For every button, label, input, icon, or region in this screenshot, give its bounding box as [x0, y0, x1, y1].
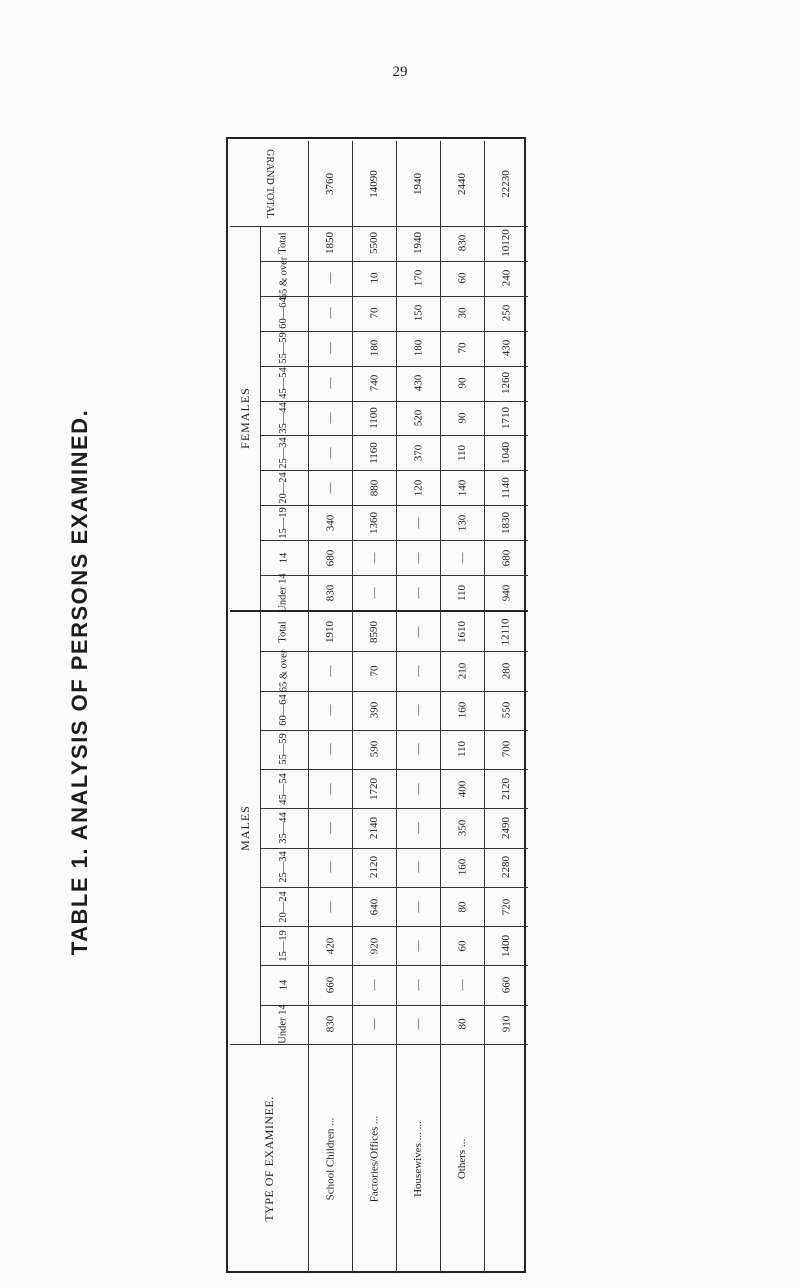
table-cell: [352, 612, 396, 651]
table-cell-text: 280: [500, 662, 512, 680]
age-header: [260, 470, 308, 505]
grand-total-value-text: 22230: [500, 169, 512, 198]
table-cell: [484, 965, 528, 1004]
table-cell: [308, 730, 352, 769]
row-type-label-text: Others ...: [455, 1138, 468, 1179]
table-cell-text: 80: [456, 901, 468, 913]
row-type-label: [440, 1044, 484, 1273]
age-header-text: 65 & over: [277, 649, 289, 693]
table-cell-text: 10: [368, 272, 380, 284]
table-cell-text: —: [324, 307, 336, 319]
table-cell-text: 640: [368, 898, 380, 915]
table-cell-text: 430: [412, 374, 424, 392]
table-cell-text: —: [456, 552, 468, 564]
table-cell: [396, 261, 440, 296]
age-header: [260, 848, 308, 887]
age-header: [260, 887, 308, 926]
table-cell: [352, 505, 396, 540]
table-cell: [484, 926, 528, 965]
table-cell-text: 430: [500, 339, 512, 357]
table-cell: [396, 575, 440, 610]
table-cell: [440, 366, 484, 401]
table-cell: [352, 540, 396, 575]
grand-total-value: [484, 141, 528, 226]
table-cell-text: 680: [500, 549, 512, 566]
table-cell-text: —: [412, 517, 424, 529]
table-cell-text: 170: [412, 270, 424, 287]
table-cell-text: 1940: [412, 232, 424, 255]
age-header-text: Total: [278, 232, 289, 255]
table-cell: [484, 1005, 528, 1044]
table-cell: [440, 226, 484, 261]
grand-total-header-text: GRAND TOTAL: [263, 148, 275, 219]
table-cell-text: —: [412, 940, 424, 952]
age-header-text: 15—19: [278, 930, 289, 962]
table-cell: [440, 730, 484, 769]
table-cell: [484, 612, 528, 651]
table-cell-text: 700: [500, 741, 512, 758]
age-header-text: 35—44: [278, 812, 289, 844]
table-cell: [352, 965, 396, 1004]
table-cell: [484, 435, 528, 470]
table-cell: [484, 848, 528, 887]
table-cell: [396, 1005, 440, 1044]
table-cell-text: 90: [456, 412, 468, 424]
table-cell-text: —: [324, 342, 336, 354]
group-males: [230, 612, 260, 1044]
table-cell: [396, 612, 440, 651]
age-header-text: 14: [278, 979, 289, 991]
table-cell: [484, 575, 528, 610]
table-cell: [352, 926, 396, 965]
table-cell: [396, 470, 440, 505]
table-cell-text: 160: [456, 859, 468, 876]
table-cell-text: 2120: [500, 777, 512, 800]
age-header: [260, 296, 308, 331]
table-cell-text: —: [324, 783, 336, 795]
table-cell-text: —: [368, 552, 380, 564]
table-cell-text: —: [324, 861, 336, 873]
table-cell-text: —: [412, 1018, 424, 1030]
table-cell: [396, 331, 440, 366]
table-cell-text: 1910: [324, 620, 336, 643]
table-cell-text: —: [324, 482, 336, 494]
table-cell: [484, 470, 528, 505]
row-type-label: [308, 1044, 352, 1273]
table-cell: [440, 612, 484, 651]
table-cell: [352, 651, 396, 690]
table-cell: [308, 366, 352, 401]
table-cell-text: 1830: [500, 511, 512, 534]
table-cell: [308, 651, 352, 690]
table-cell-text: 940: [500, 584, 512, 601]
table-cell: [352, 808, 396, 847]
age-header-text: 60—64: [278, 297, 289, 330]
table-cell: [396, 435, 440, 470]
table-cell-text: 880: [368, 479, 380, 497]
table-cell: [308, 926, 352, 965]
table-cell-text: 2120: [368, 856, 380, 879]
table-cell-text: 2140: [368, 816, 380, 839]
table-cell-text: 1850: [324, 232, 336, 255]
table-cell: [308, 612, 352, 651]
table-cell-text: —: [412, 704, 424, 716]
table-cell: [308, 296, 352, 331]
age-header-text: 14: [278, 552, 289, 563]
table-cell: [308, 331, 352, 366]
table-cell-text: —: [324, 901, 336, 913]
table-cell-text: 10120: [500, 229, 512, 258]
table-cell: [352, 470, 396, 505]
table-cell: [484, 296, 528, 331]
table-cell-text: 680: [324, 549, 336, 566]
table-cell-text: 1160: [368, 442, 380, 464]
table-title: TABLE 1. ANALYSIS OF PERSONS EXAMINED.: [67, 408, 92, 956]
table-cell: [396, 691, 440, 730]
grand-total-value-text: 2440: [456, 172, 468, 195]
table-cell-text: 830: [456, 235, 468, 252]
table-cell-text: 8590: [368, 620, 380, 643]
table-cell-text: 660: [324, 976, 336, 994]
table-cell: [396, 540, 440, 575]
age-header-text: Under 14: [278, 572, 289, 613]
table-cell-text: —: [324, 447, 336, 459]
table-cell: [308, 769, 352, 808]
table-cell: [440, 435, 484, 470]
table-cell: [396, 887, 440, 926]
grand-total-value: [308, 141, 352, 226]
age-header: [260, 257, 308, 300]
table-cell: [308, 226, 352, 261]
table-cell: [484, 887, 528, 926]
table-cell-text: 70: [368, 307, 380, 319]
age-header: [260, 612, 308, 651]
table-cell: [352, 435, 396, 470]
table-cell: [308, 691, 352, 730]
table-cell-text: 60: [456, 272, 468, 284]
group-males-text: MALES: [238, 805, 253, 851]
table-cell-text: —: [412, 901, 424, 913]
table-cell: [396, 848, 440, 887]
table-cell-text: 660: [500, 976, 512, 994]
table-cell-text: 160: [456, 701, 468, 719]
table-cell-text: 70: [368, 665, 380, 677]
table-cell: [308, 965, 352, 1004]
table-cell-text: 1040: [500, 441, 512, 464]
table-cell-text: —: [412, 783, 424, 795]
age-header: [260, 505, 308, 540]
table-cell: [440, 691, 484, 730]
age-header-text: 60—64: [278, 694, 289, 726]
age-header-text: 20—24: [278, 890, 289, 923]
table-cell-text: —: [324, 743, 336, 755]
table-cell-text: 90: [456, 377, 468, 389]
table-cell: [308, 470, 352, 505]
table-cell: [308, 575, 352, 610]
table-cell: [396, 651, 440, 690]
table-cell: [440, 261, 484, 296]
table-cell-text: 12110: [500, 618, 512, 646]
table-cell: [396, 965, 440, 1004]
age-header: [260, 435, 308, 470]
table-cell: [308, 887, 352, 926]
table-cell-text: —: [412, 979, 424, 991]
table-cell: [308, 1005, 352, 1044]
table-cell: [352, 691, 396, 730]
table-cell: [352, 887, 396, 926]
table-cell-text: —: [412, 861, 424, 873]
table-cell: [484, 651, 528, 690]
table-cell: [352, 366, 396, 401]
table-cell-text: 1360: [368, 511, 380, 534]
table-cell-text: 110: [456, 584, 468, 601]
table-cell-text: —: [368, 587, 380, 599]
table-cell: [440, 769, 484, 808]
table-cell: [352, 296, 396, 331]
table-cell: [484, 366, 528, 401]
group-females: [230, 226, 260, 610]
age-header-text: 25—34: [278, 437, 289, 469]
table-cell-text: —: [412, 626, 424, 638]
table-cell: [352, 769, 396, 808]
age-header: [260, 691, 308, 730]
table-cell: [308, 540, 352, 575]
age-header-text: 25—34: [278, 851, 289, 883]
table-cell: [440, 296, 484, 331]
table-cell: [440, 848, 484, 887]
table-cell: [440, 575, 484, 610]
table-cell-text: —: [324, 272, 336, 284]
table-cell: [308, 808, 352, 847]
table-cell-text: 1610: [456, 620, 468, 643]
table-cell-text: 250: [500, 305, 512, 322]
table-cell: [308, 848, 352, 887]
age-header: [260, 366, 308, 401]
age-header-text: 35—44: [278, 402, 289, 434]
table-cell: [440, 540, 484, 575]
table-cell-text: 130: [456, 514, 468, 531]
table-cell: [440, 926, 484, 965]
table-cell-text: —: [456, 979, 468, 991]
table-cell-text: 830: [324, 1016, 336, 1033]
table-cell-text: 1140: [500, 477, 512, 499]
table-cell-text: 120: [412, 479, 424, 497]
table-cell-text: 180: [368, 339, 380, 357]
table-cell: [440, 401, 484, 436]
table-cell-text: 400: [456, 780, 468, 797]
table-cell-text: 550: [500, 701, 512, 719]
table-cell-text: 920: [368, 937, 380, 955]
table-cell: [484, 226, 528, 261]
table-cell-text: 910: [500, 1016, 512, 1033]
table-cell-text: —: [368, 1018, 380, 1030]
table-cell: [440, 651, 484, 690]
table-cell-text: 830: [324, 584, 336, 601]
grand-total-value: [396, 141, 440, 226]
table-cell: [352, 261, 396, 296]
table-cell-text: 340: [324, 514, 336, 531]
row-type-label: [396, 1044, 440, 1273]
table-cell: [484, 808, 528, 847]
table-cell: [308, 505, 352, 540]
table-cell-text: 1720: [368, 777, 380, 800]
grand-total-value-text: 14090: [368, 169, 380, 198]
page-number: 29: [392, 64, 408, 80]
table-cell: [484, 540, 528, 575]
table-cell: [484, 261, 528, 296]
table-cell-text: 210: [456, 662, 468, 680]
table-cell-text: —: [412, 743, 424, 755]
table-cell: [352, 575, 396, 610]
age-header-text: 55—59: [278, 733, 289, 766]
age-header: [260, 808, 308, 847]
row-type-label-text: Factories/Offices ...: [368, 1115, 380, 1202]
table-cell: [352, 730, 396, 769]
age-header: [260, 540, 308, 575]
table-cell-text: 1400: [500, 934, 512, 957]
table-cell-text: 590: [368, 741, 380, 758]
age-header: [260, 1005, 308, 1044]
table-cell: [484, 401, 528, 436]
table-cell-text: —: [368, 979, 380, 991]
age-header: [260, 730, 308, 769]
table-cell: [440, 808, 484, 847]
table-cell: [352, 331, 396, 366]
table-cell-text: 5500: [368, 232, 380, 255]
table-cell: [440, 1005, 484, 1044]
grand-total-header: [230, 141, 308, 226]
age-header: [260, 649, 308, 693]
age-header: [260, 331, 308, 366]
table-cell-text: 2280: [500, 856, 512, 879]
table-cell-text: 60: [456, 940, 468, 952]
table-cell: [396, 926, 440, 965]
table-cell: [396, 808, 440, 847]
age-header: [260, 572, 308, 613]
table-cell: [396, 769, 440, 808]
table-cell-text: 140: [456, 479, 468, 497]
table-cell: [440, 470, 484, 505]
table-cell: [484, 769, 528, 808]
table-cell-text: 350: [456, 819, 468, 837]
row-type-label: [352, 1044, 396, 1273]
table-cell-text: —: [324, 822, 336, 834]
age-header-text: Total: [278, 620, 289, 643]
row-type-label-text: Housewives ... ...: [412, 1120, 424, 1197]
table-cell-text: 420: [324, 937, 336, 955]
row-type-label-text: School Children ...: [324, 1117, 336, 1200]
table-cell-text: 70: [456, 342, 468, 354]
table-cell-text: 370: [412, 444, 424, 462]
grand-total-value-text: 3760: [324, 172, 336, 195]
table-cell: [396, 401, 440, 436]
table-cell-text: 520: [412, 409, 424, 427]
type-header: [230, 1044, 308, 1273]
age-header: [260, 926, 308, 965]
group-females-text: FEMALES: [238, 387, 252, 449]
table-cell-text: —: [324, 665, 336, 677]
table-cell: [484, 730, 528, 769]
age-header-text: 65 & over: [277, 257, 289, 300]
table-cell: [484, 331, 528, 366]
table-cell: [352, 401, 396, 436]
table-cell-text: 740: [368, 374, 380, 392]
table-cell: [352, 226, 396, 261]
table-cell-text: 110: [456, 741, 468, 758]
table-cell: [440, 965, 484, 1004]
table-cell-text: 720: [500, 898, 512, 915]
table-cell-text: —: [412, 822, 424, 834]
table-cell-text: 390: [368, 701, 380, 719]
table-cell: [484, 691, 528, 730]
table-cell-text: 240: [500, 270, 512, 287]
table-cell-text: —: [324, 412, 336, 424]
age-header: [260, 965, 308, 1004]
table-cell: [308, 435, 352, 470]
age-header-text: 55—59: [278, 332, 289, 364]
table-cell: [396, 226, 440, 261]
age-header-text: 45—54: [278, 772, 289, 805]
age-header-text: 45—54: [278, 367, 289, 399]
table-cell-text: —: [324, 704, 336, 716]
grand-total-value-text: 1940: [412, 172, 424, 195]
table-cell-text: 1100: [368, 407, 380, 429]
table-cell-text: 1260: [500, 372, 512, 395]
table-cell: [308, 401, 352, 436]
table-cell-text: —: [412, 587, 424, 599]
table-cell: [352, 1005, 396, 1044]
table-cell-text: —: [412, 665, 424, 677]
type-header-text: TYPE OF EXAMINEE.: [262, 1095, 276, 1222]
table-cell-text: 30: [456, 307, 468, 319]
table-cell-text: —: [324, 377, 336, 389]
table-cell-text: 180: [412, 339, 424, 357]
grand-total-value: [352, 141, 396, 226]
table-cell-text: —: [412, 552, 424, 564]
table-cell: [484, 505, 528, 540]
age-header-text: 15—19: [278, 506, 289, 539]
table-cell-text: 150: [412, 305, 424, 322]
analysis-table: [226, 137, 526, 1273]
table-cell: [396, 730, 440, 769]
age-header-text: 20—24: [278, 472, 289, 504]
table-cell: [396, 366, 440, 401]
table-cell-text: 110: [456, 444, 468, 461]
table-cell: [352, 848, 396, 887]
table-cell-text: 2490: [500, 816, 512, 839]
table-cell: [396, 296, 440, 331]
table-cell-text: 1710: [500, 406, 512, 429]
table-cell: [440, 331, 484, 366]
grand-total-value: [440, 141, 484, 226]
table-cell: [396, 505, 440, 540]
table-cell: [440, 505, 484, 540]
age-header-text: Under 14: [278, 1004, 289, 1045]
table-cell: [308, 261, 352, 296]
age-header: [260, 769, 308, 808]
age-header: [260, 401, 308, 436]
table-cell: [440, 887, 484, 926]
table-cell-text: 80: [456, 1018, 468, 1030]
